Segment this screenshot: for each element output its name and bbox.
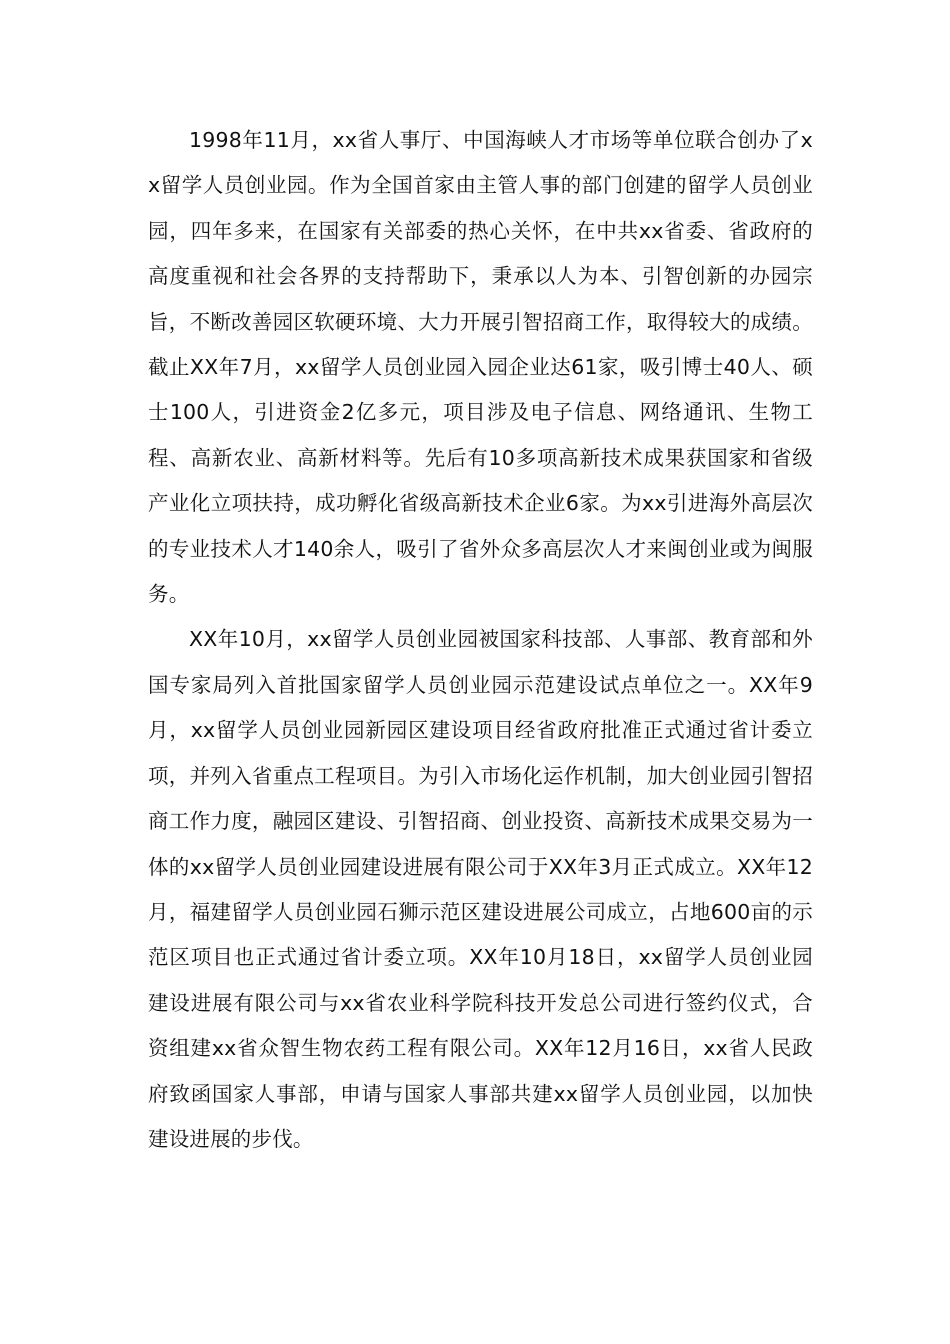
document-body xyxy=(148,118,813,1162)
paragraph-2: XX年10月，xx留学人员创业园被国家科技部、人事部、教育部和外国专家局列入首批国家留学人员创业园示范建设试点单位之一。XX年9月，xx留学人员创业园新园区建设项目经省政府批准正式通过省计委立项，并列入省重点工程项目。为引入市场化运作机制，加大创业园引智招商工作力度，融园区建设、引智招商、创业投资、高新技术成果交易为一体的xx留学人员创业园建设进展有限公司于XX年3月正式成立。XX年12月，福建留学人员创业园石狮示范区建设进展公司成立，占地600亩的示范区项目也正式通过省计委立项。XX年10月18日，xx留学人员创业园建设进展有限公司与xx省农业科学院科技开发总公司进行签约仪式，合资组建xx省众智生物农药工程有限公司。XX年12月16日，xx省人民政府致函国家人事部，申请与国家人事部共建xx留学人员创业园，以加快建设进展的步伐。 xyxy=(148,627,813,1151)
paragraph-1: 1998年11月，xx省人事厅、中国海峡人才市场等单位联合创办了xx留学人员创业园。作为全国首家由主管人事的部门创建的留学人员创业园，四年多来，在国家有关部委的热心关怀，在中共xx省委、省政府的高度重视和社会各界的支持帮助下，秉承以人为本、引智创新的办园宗旨，不断改善园区软硬环境、大力开展引智招商工作，取得较大的成绩。截止XX年7月，xx留学人员创业园入园企业达61家，吸引博士40人、硕士100人，引进资金2亿多元，项目涉及电子信息、网络通讯、生物工程、高新农业、高新材料等。先后有10多项高新技术成果获国家和省级产业化立项扶持，成功孵化省级高新技术企业6家。为xx引进海外高层次的专业技术人才140余人，吸引了省外众多高层次人才来闽创业或为闽服务。 xyxy=(148,128,813,607)
